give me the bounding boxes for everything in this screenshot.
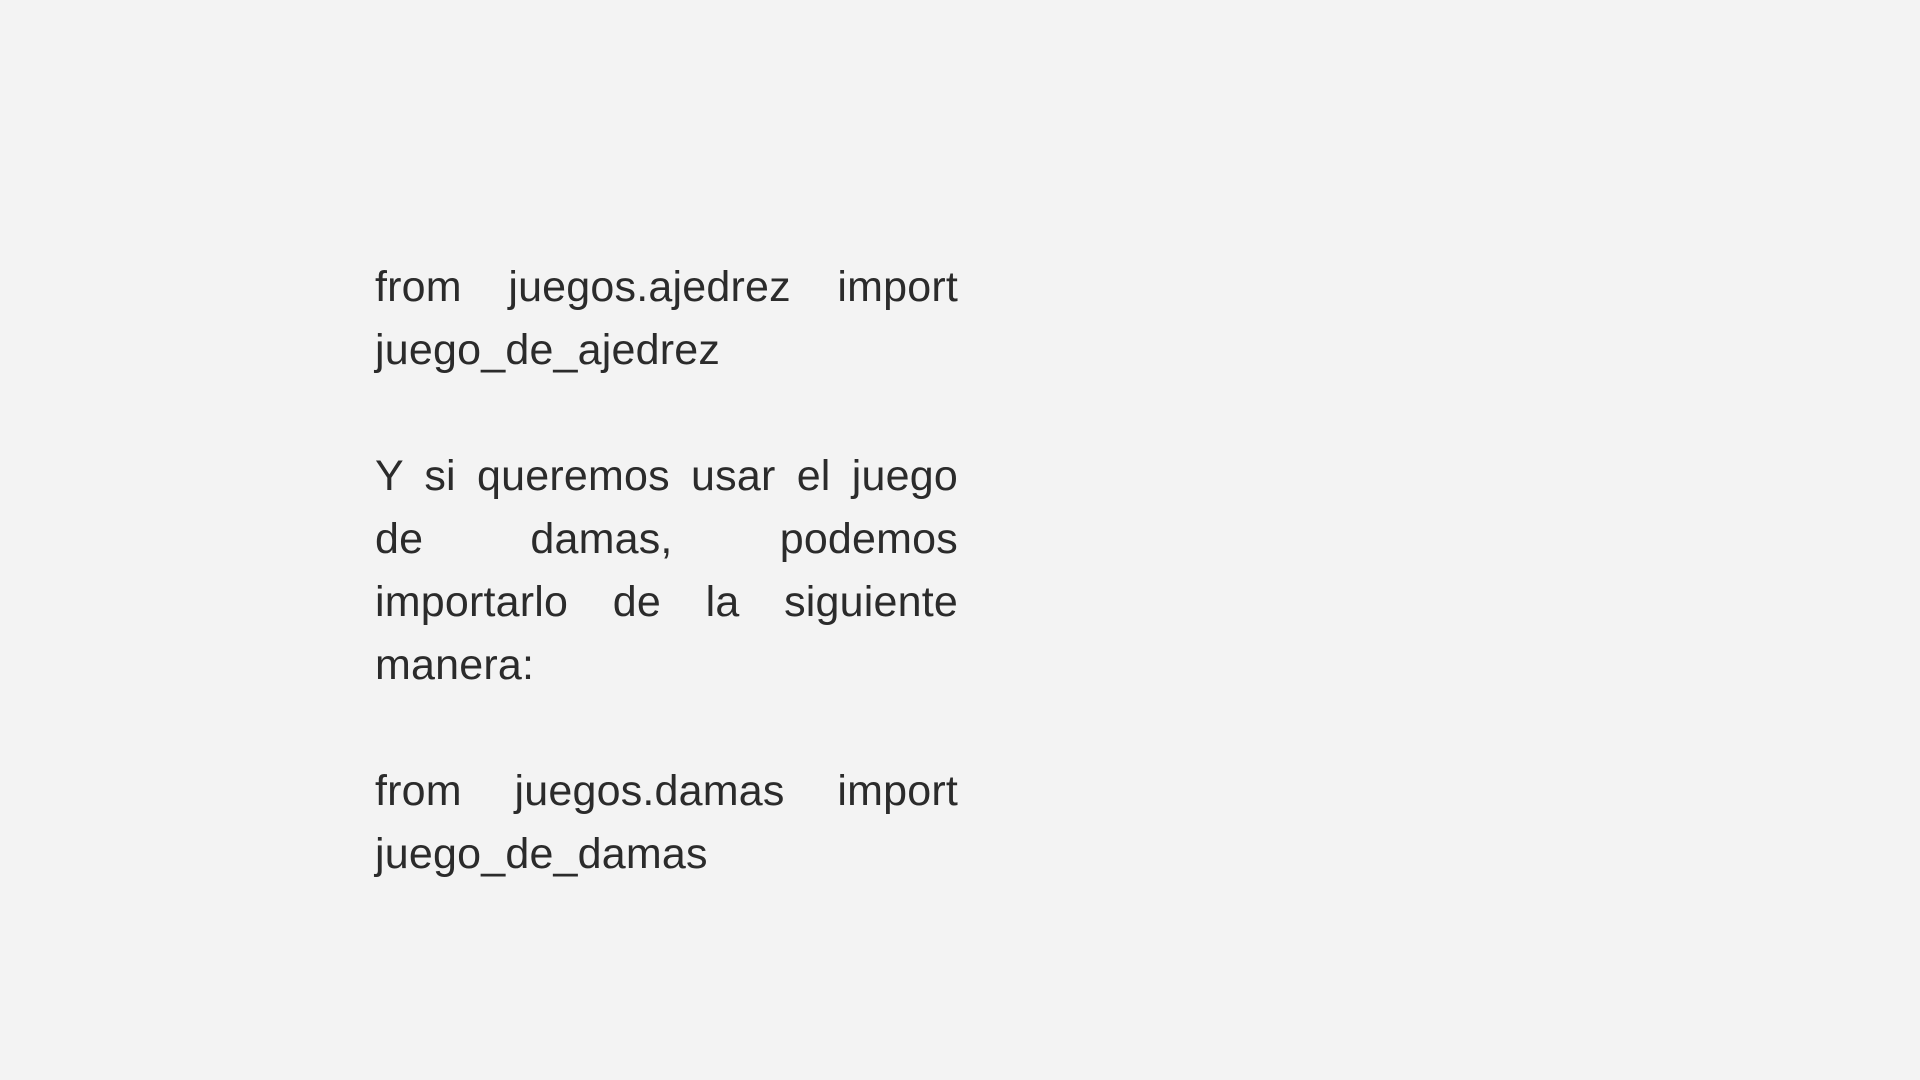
- import-ajedrez-line: from juegos.ajedrez import juego_de_ajedrez: [375, 263, 958, 374]
- import-damas-line: from juegos.damas import juego_de_damas: [375, 767, 958, 878]
- text-block: [375, 256, 958, 886]
- explanation-paragraph: Y si queremos usar el juego de damas, podemos importarlo de la siguiente manera:: [375, 452, 958, 689]
